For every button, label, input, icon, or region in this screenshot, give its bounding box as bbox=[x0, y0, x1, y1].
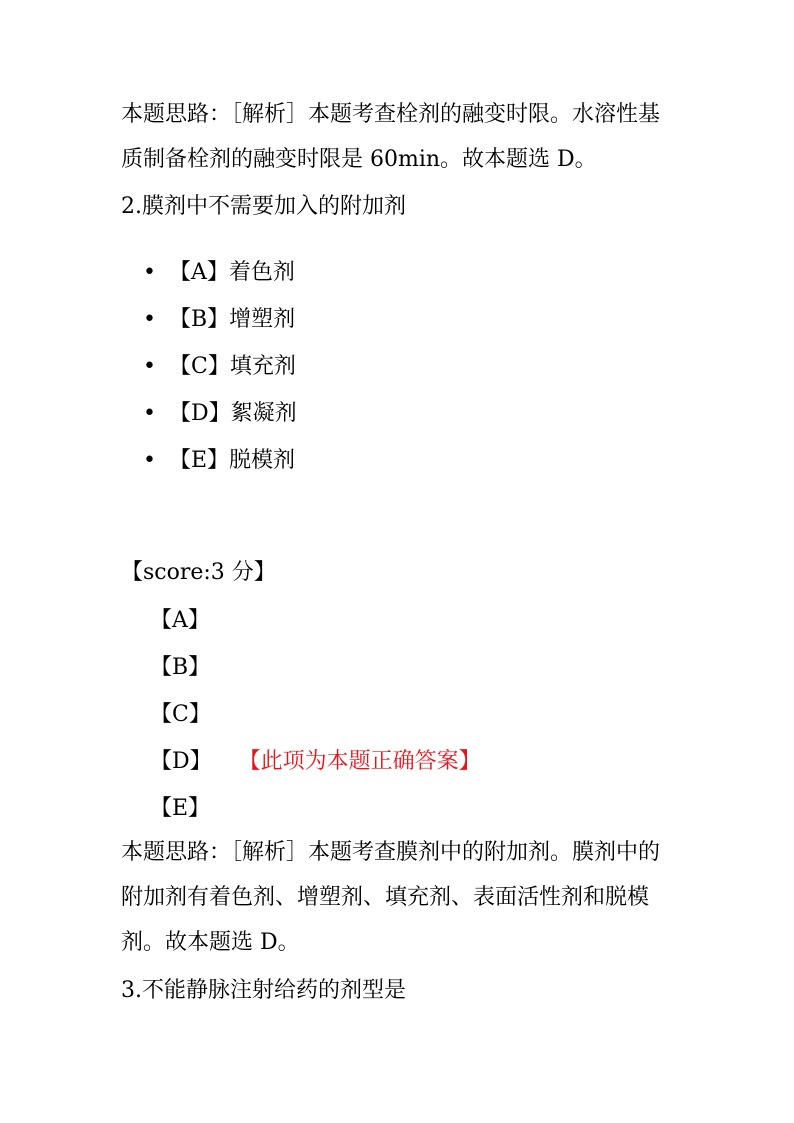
answer-row-e bbox=[150, 785, 481, 832]
bullet-icon: • bbox=[143, 260, 156, 285]
question-3-stem: 3.不能静脉注射给药的剂型是 bbox=[121, 978, 406, 1003]
option-label: 【A】着色剂 bbox=[169, 260, 295, 285]
question-2-explanation: 本题思路：［解析］本题考查膜剂中的附加剂。膜剂中的附加剂有着色剂、增塑剂、填充剂、表面活性剂和脱模剂。故本题选 D。 bbox=[121, 840, 661, 955]
bullet-icon: • bbox=[143, 448, 156, 473]
correct-answer-marker: 【此项为本题正确答案】 bbox=[249, 749, 481, 774]
option-label: 【B】增塑剂 bbox=[169, 307, 296, 332]
answer-row-d bbox=[150, 738, 481, 785]
bullet-icon: • bbox=[143, 354, 156, 379]
question-2-stem: 2.膜剂中不需要加入的附加剂 bbox=[121, 194, 406, 219]
option-label: 【C】填充剂 bbox=[169, 354, 296, 379]
bullet-icon: • bbox=[143, 307, 156, 332]
question-2-score: 【score:3 分】 bbox=[121, 560, 276, 585]
option-label: 【E】脱模剂 bbox=[169, 448, 296, 473]
answer-row-b bbox=[150, 644, 481, 691]
answer-row-a bbox=[150, 597, 481, 644]
option-label: 【D】絮凝剂 bbox=[169, 401, 297, 426]
answer-label: 【D】 bbox=[150, 749, 212, 774]
bullet-icon: • bbox=[143, 401, 156, 426]
answer-list bbox=[150, 597, 481, 832]
option-d[interactable] bbox=[121, 390, 297, 437]
option-b[interactable] bbox=[121, 296, 297, 343]
answer-label: 【E】 bbox=[150, 796, 211, 821]
option-e[interactable] bbox=[121, 437, 297, 484]
question-2-options bbox=[121, 249, 297, 484]
option-a[interactable] bbox=[121, 249, 297, 296]
answer-label: 【A】 bbox=[150, 608, 210, 633]
answer-row-c bbox=[150, 691, 481, 738]
previous-explanation: 本题思路：［解析］本题考查栓剂的融变时限。水溶性基质制备栓剂的融变时限是 60min。故本题选 D。 bbox=[121, 102, 661, 172]
option-c[interactable] bbox=[121, 343, 297, 390]
answer-label: 【C】 bbox=[150, 702, 211, 727]
answer-label: 【B】 bbox=[150, 655, 211, 680]
